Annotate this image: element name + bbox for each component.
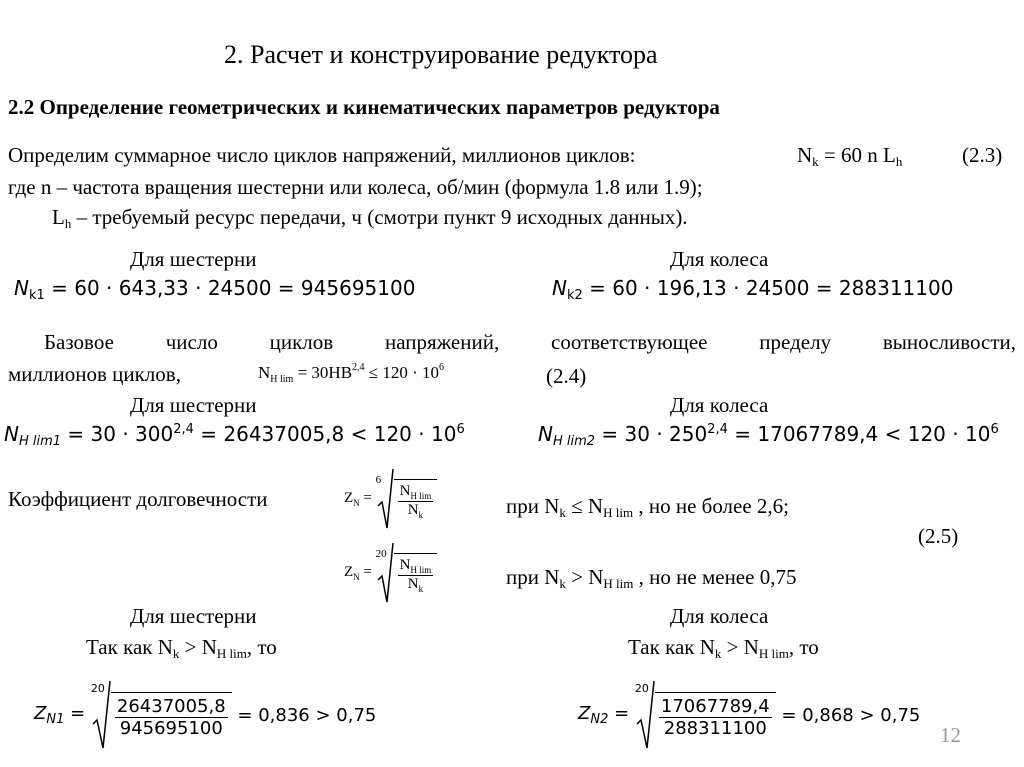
label-pinion-2: Для шестерни: [130, 393, 257, 417]
fraction-zn1: $\frac{26437005,8}{945695100}$: [116, 695, 226, 739]
since-wheel: Так как $N_k > N_{H lim}$, то: [628, 635, 819, 661]
fraction-nhlim-nk: $\frac{N_{H lim}}{N_k}$: [399, 482, 432, 520]
condition-1: при $N_k \le N_{H lim}$ , но не более 2,6;: [506, 494, 790, 520]
formula-2-3: $N_k = 60$ n $L_h$: [797, 143, 903, 169]
eq-number-2-3: (2.3): [962, 143, 1003, 167]
radical-sign: 20 $\frac{17067789,4}{288311100}$: [635, 680, 776, 750]
radical-sign: 20 $\frac{26437005,8}{945695100}$: [91, 680, 232, 750]
formula-zn1: $Z_{N1}$ = 20 $\frac{26437005,8}{945695100}$ = 0,836 > 0,75: [34, 680, 376, 750]
intro-line-1: Определим суммарное число циклов напряжений, миллионов циклов:: [8, 143, 636, 167]
fraction-nhlim-nk: $\frac{N_{H lim}}{N_k}$: [399, 556, 432, 594]
durability-label: Коэффициент долговечности: [8, 487, 268, 511]
intro-line-3: $L_h$ – требуемый ресурс передачи, ч (смотри пункт 9 исходных данных).: [52, 205, 688, 231]
section-subtitle: 2.2 Определение геометрических и кинематических параметров редуктора: [8, 95, 720, 119]
label-pinion-3: Для шестерни: [130, 604, 257, 628]
eq-number-2-4: (2.4): [546, 364, 587, 388]
eq-number-2-5: (2.5): [918, 524, 959, 548]
page-number: 12: [940, 723, 961, 747]
formula-zn2: $Z_{N2}$ = 20 $\frac{17067789,4}{288311100}$ = 0,868 > 0,75: [578, 680, 920, 750]
intro-line-2: где n – частота вращения шестерни или колеса, об/мин (формула 1.8 или 1.9);: [8, 175, 703, 199]
formula-2-4: $N_{H lim} = 30HB^{2,4} \le 120 \cdot 10^6$: [258, 362, 445, 385]
slide-title: 2. Расчет и конструирование редуктора: [224, 40, 658, 69]
formula-zn-root6: $Z_N$ = 6 $\frac{N_{H lim}}{N_k}$: [344, 468, 437, 530]
formula-nhlim1: $N_{H lim1} = 30 \cdot 300^{2,4} = 26437005,8 < 120 \cdot 10^6$: [4, 422, 465, 449]
since-pinion: Так как $N_k > N_{H lim}$, то: [86, 635, 277, 661]
label-wheel-1: Для колеса: [670, 247, 769, 271]
fraction-zn2: $\frac{17067789,4}{288311100}$: [660, 695, 770, 739]
label-wheel-2: Для колеса: [670, 393, 769, 417]
radical-sign: 6 $\frac{N_{H lim}}{N_k}$: [376, 468, 438, 530]
radical-sign: 20 $\frac{N_{H lim}}{N_k}$: [376, 542, 438, 604]
formula-zn-root20: $Z_N$ = 20 $\frac{N_{H lim}}{N_k}$: [344, 542, 437, 604]
label-pinion-1: Для шестерни: [130, 247, 257, 271]
formula-nk1: $N_{k1} = 60 \cdot 643,33 \cdot 24500 = 945695100$: [14, 276, 416, 303]
base-line-1: Базовое число циклов напряжений, соответствующее пределу выносливости,: [44, 330, 1016, 354]
formula-nhlim2: $N_{H lim2} = 30 \cdot 250^{2,4} = 17067789,4 < 120 \cdot 10^6$: [538, 422, 999, 449]
label-wheel-3: Для колеса: [670, 604, 769, 628]
formula-nk2: $N_{k2} = 60 \cdot 196,13 \cdot 24500 = 288311100$: [552, 276, 954, 303]
condition-2: при $N_k > N_{H lim}$ , но не менее 0,75: [506, 565, 797, 591]
base-line-2: миллионов циклов,: [8, 362, 181, 386]
